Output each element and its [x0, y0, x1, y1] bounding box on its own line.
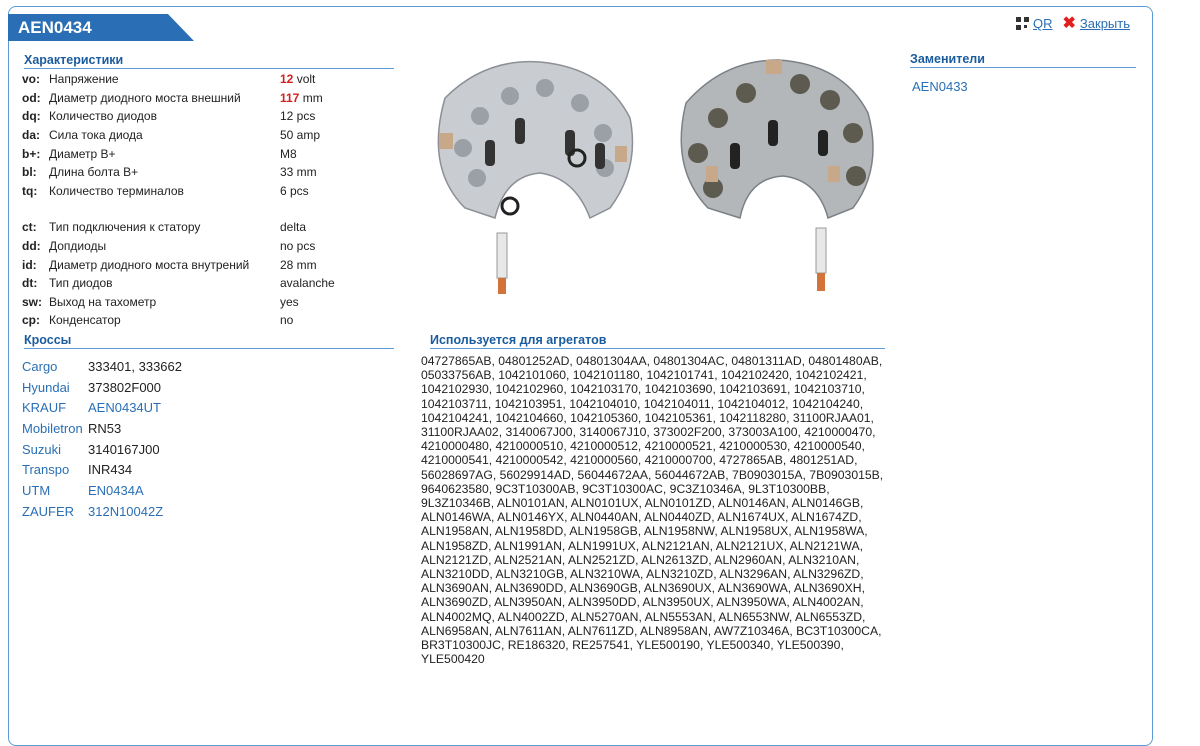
- spec-value: [280, 182, 335, 201]
- used-for-list: 04727865AB, 04801252AD, 04801304AA, 04801304AC, 04801311AD, 04801480AB, 05033756AB, 1042101060, 1042101180, 1042101741, 1042102420, 1042102421, 1042102930, 1042102960, 1042103170, 1042103690, 1042103691, 1042103710, 1042103711, 1042103951, 1042104010, 1042104011, 1042104012, 1042104240, 1042104241, 1042104660, 1042105360, 1042105361, 1042118280, 31100RJAA01, 31100RJAA02, 3140067J00, 3140067J10, 373002F200, 373003A100, 4210000470, 4210000480, 4210000510, 4210000512, 4210000521, 4210000530, 4210000540, 4210000541, 4210000542, 4210000560, 4210000700, 4727865AB, 4801251AD, 56028697AG, 56029914AD, 56044672AA, 56044672AB, 7B0903015A, 7B0903015B, 9640623580, 9C3T10300AB, 9C3T10300AC, 9C3Z10346A, 9L3T10300BB, 9L3Z10346B, ALN0101AN, ALN0101UX, ALN0101ZD, ALN0146AN, ALN0146GB, ALN0146WA, ALN0146YX, ALN0440AN, ALN0440ZD, ALN1674UX, ALN1674ZD, ALN1958AN, ALN1958DD, ALN1958GB, ALN1958NW, ALN1958UX, ALN1958WA, ALN1958ZD, ALN1991AN, ALN1991UX, ALN2121AN, ALN2121UX, ALN2121WA, ALN2121ZD, ALN2521AN, ALN2521ZD, ALN2613ZD, ALN2960AN, ALN3210AN, ALN3210DD, ALN3210GB, ALN3210WA, ALN3210ZD, ALN3296AN, ALN3296ZD, ALN3690AN, ALN3690DD, ALN3690GB, ALN3690UX, ALN3690WA, ALN3690XH, ALN3690ZD, ALN3950AN, ALN3950DD, ALN3950UX, ALN3950WA, ALN4002AN, ALN4002MQ, ALN4002ZD, ALN5270AN, ALN5553AN, ALN6553NW, ALN6553ZD, ALN6958AN, ALN7611AN, ALN7611ZD, ALN8958AN, AW7Z10346A, BC3T10300CA, BR3T10300JC, RE186320, RE257541, YLE500190, YLE500340, YLE500390, YLE500420: [421, 354, 884, 667]
- cross-row: [22, 459, 182, 480]
- spec-label: Напряжение: [49, 72, 119, 87]
- spec-code: cp:: [22, 313, 40, 328]
- spec-row: [22, 218, 335, 237]
- spec-code: b+:: [22, 146, 41, 161]
- spec-value-number: 12: [280, 72, 294, 87]
- spec-label: Сила тока диода: [49, 128, 143, 143]
- spec-value: [280, 218, 335, 237]
- spec-code: sw:: [22, 294, 43, 309]
- spec-value: [280, 107, 335, 126]
- spec-value: [280, 126, 335, 145]
- replacements-heading: Заменители: [910, 52, 1136, 68]
- spec-code: dq:: [22, 109, 41, 124]
- spec-row: [22, 293, 335, 312]
- product-photo-front: [425, 58, 640, 300]
- cross-row: [22, 439, 182, 460]
- spec-value: [280, 89, 335, 108]
- top-links: [1016, 16, 1130, 31]
- cross-row: [22, 377, 182, 398]
- cross-row: [22, 356, 182, 377]
- cross-row: [22, 418, 182, 439]
- spec-value: [280, 144, 335, 163]
- spec-label: Допдиоды: [49, 239, 107, 254]
- spec-code: tq:: [22, 183, 38, 198]
- spec-value-number: yes: [280, 294, 299, 309]
- spec-row: [22, 182, 335, 201]
- qr-label: QR: [1033, 16, 1053, 31]
- spec-label: Диаметр диодного моста внутрений: [49, 257, 250, 272]
- spec-code: vo:: [22, 72, 40, 87]
- spec-row: [22, 255, 335, 274]
- spec-row: [22, 70, 335, 89]
- cross-brand: Mobiletron: [22, 420, 83, 436]
- cross-row: [22, 480, 182, 501]
- spec-label: Длина болта B+: [49, 165, 139, 180]
- spec-code: ct:: [22, 220, 37, 235]
- cross-brand: KRAUF: [22, 400, 67, 416]
- spec-value-number: M8: [280, 146, 297, 161]
- cross-number: RN53: [88, 420, 122, 436]
- spec-code: dt:: [22, 276, 38, 291]
- spec-value-number: no pcs: [280, 239, 316, 254]
- spec-value-number: delta: [280, 220, 307, 235]
- specs-table: [22, 70, 335, 330]
- spec-label: Тип диодов: [49, 276, 113, 291]
- spec-code: bl:: [22, 165, 37, 180]
- product-title: AEN0434: [18, 18, 92, 37]
- spec-code: da:: [22, 128, 40, 143]
- spec-row: [22, 126, 335, 145]
- spec-value: [280, 163, 335, 182]
- spec-value-number: 117: [280, 90, 300, 105]
- replacement-link[interactable]: AEN0433: [912, 79, 968, 94]
- spec-value-number: 28 mm: [280, 257, 317, 272]
- spec-label: Тип подключения к статору: [49, 220, 201, 235]
- close-label: Закрыть: [1079, 16, 1130, 31]
- spec-value-number: 33 mm: [280, 165, 317, 180]
- spec-value: [280, 237, 335, 256]
- cross-brand: ZAUFER: [22, 503, 74, 519]
- used-for-heading: Используется для агрегатов: [430, 333, 885, 349]
- spec-value: [280, 274, 335, 293]
- spec-value-number: no: [280, 313, 294, 328]
- spec-value-number: 6 pcs: [280, 183, 309, 198]
- qr-icon: [1016, 17, 1029, 30]
- specs-heading: Характеристики: [24, 53, 394, 69]
- spec-code: dd:: [22, 239, 41, 254]
- spec-value-number: avalanche: [280, 276, 335, 291]
- cross-number: 333401, 333662: [88, 358, 182, 374]
- crosses-table: [22, 356, 182, 522]
- spec-row: [22, 274, 335, 293]
- spec-row: [22, 311, 335, 330]
- qr-link[interactable]: [1016, 16, 1053, 31]
- spec-value: [280, 255, 335, 274]
- spec-label: Количество терминалов: [49, 183, 184, 198]
- cross-brand: Transpo: [22, 462, 70, 478]
- spec-row: [22, 144, 335, 163]
- cross-number: INR434: [88, 462, 133, 478]
- cross-brand: UTM: [22, 482, 51, 498]
- spec-value: [280, 311, 335, 330]
- cross-brand: Cargo: [22, 358, 58, 374]
- close-icon: ✖: [1062, 15, 1076, 32]
- spec-row: [22, 237, 335, 256]
- cross-number: 373802F000: [88, 379, 162, 395]
- crosses-heading: Кроссы: [24, 333, 394, 349]
- cross-row: [22, 501, 182, 522]
- spec-label: Диаметр B+: [49, 146, 116, 161]
- spec-code: od:: [22, 90, 41, 105]
- spec-label: Конденсатор: [49, 313, 121, 328]
- spec-value: [280, 293, 335, 312]
- cross-row: [22, 397, 182, 418]
- close-link[interactable]: [1063, 16, 1130, 31]
- spec-unit: mm: [299, 90, 323, 105]
- spec-code: id:: [22, 257, 37, 272]
- spec-value-number: 12 pcs: [280, 109, 316, 124]
- spec-value-number: 50 amp: [280, 128, 321, 143]
- spec-row: [22, 89, 335, 108]
- spec-value: [280, 70, 335, 89]
- spec-row: [22, 163, 335, 182]
- cross-brand: Hyundai: [22, 379, 70, 395]
- spec-label: Количество диодов: [49, 109, 157, 124]
- cross-number[interactable]: EN0434A: [88, 482, 144, 498]
- product-photo-back: [668, 58, 883, 300]
- cross-brand: Suzuki: [22, 441, 62, 457]
- cross-number: 3140167J00: [88, 441, 160, 457]
- specs-spacer: [22, 200, 335, 218]
- cross-number[interactable]: AEN0434UT: [88, 400, 161, 416]
- spec-unit: volt: [293, 72, 316, 87]
- spec-row: [22, 107, 335, 126]
- spec-label: Выход на тахометр: [49, 294, 157, 309]
- cross-number[interactable]: 312N10042Z: [88, 503, 164, 519]
- spec-label: Диаметр диодного моста внешний: [49, 90, 241, 105]
